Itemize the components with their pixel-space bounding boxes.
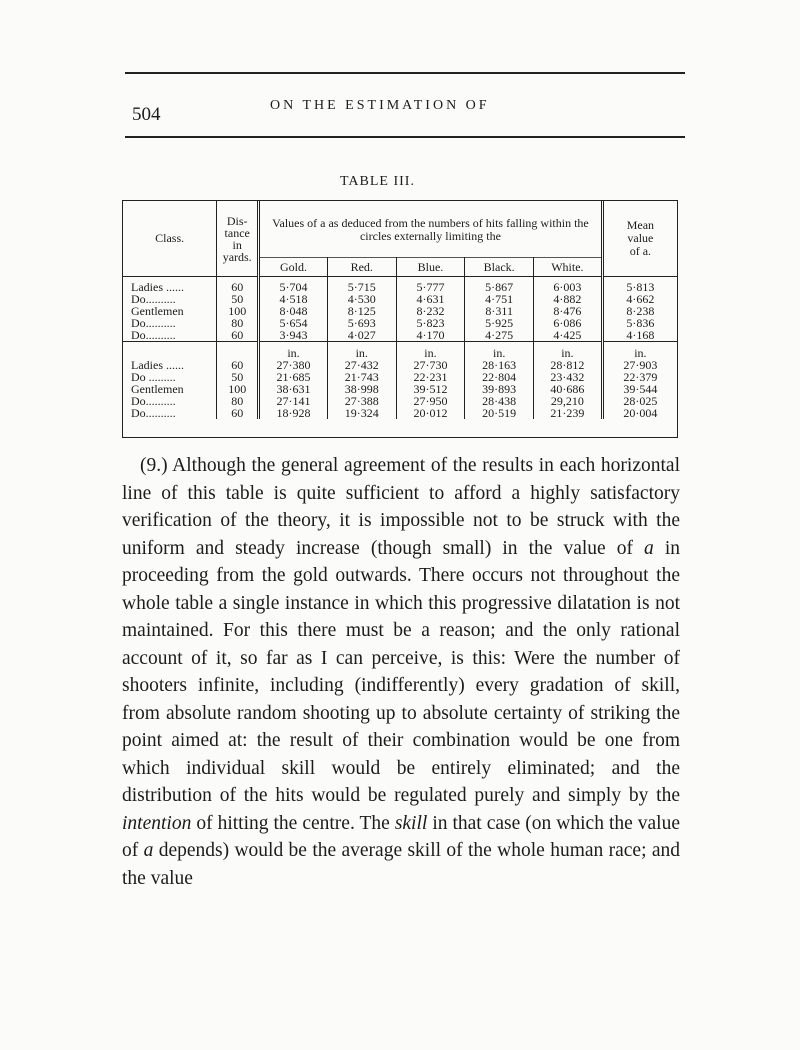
class-cell: Do.......... bbox=[123, 395, 217, 407]
value-cell: 28·163 bbox=[465, 359, 534, 371]
value-cell: 27·730 bbox=[396, 359, 465, 371]
distance-cell: 60 bbox=[217, 359, 259, 371]
value-cell: 18·928 bbox=[259, 407, 328, 419]
table-row bbox=[123, 293, 677, 305]
unit-cell: in. bbox=[396, 346, 465, 359]
class-cell: Gentlemen bbox=[123, 383, 217, 395]
distance-cell: 80 bbox=[217, 395, 259, 407]
value-cell: 21·239 bbox=[534, 407, 603, 419]
table-row bbox=[123, 305, 677, 317]
unit-cell: in. bbox=[327, 346, 396, 359]
value-cell: 22·804 bbox=[465, 371, 534, 383]
value-cell: 8·311 bbox=[465, 305, 534, 317]
value-cell: 8·232 bbox=[396, 305, 465, 317]
value-cell: 21·685 bbox=[259, 371, 328, 383]
mean-cell: 39·544 bbox=[623, 382, 658, 396]
value-cell: 20·012 bbox=[396, 407, 465, 419]
value-cell: 19·324 bbox=[327, 407, 396, 419]
value-cell: 8·476 bbox=[534, 305, 603, 317]
class-cell: Ladies ...... bbox=[123, 359, 217, 371]
distance-cell: 60 bbox=[217, 407, 259, 419]
value-cell: 4·751 bbox=[465, 293, 534, 305]
value-cell: 5·777 bbox=[396, 281, 465, 293]
class-cell: Do ......... bbox=[123, 371, 217, 383]
value-cell: 5·704 bbox=[259, 281, 328, 293]
value-cell: 6·086 bbox=[534, 317, 603, 329]
value-cell: 4·275 bbox=[465, 329, 534, 342]
value-cell: 4·027 bbox=[327, 329, 396, 342]
value-cell: 4·530 bbox=[327, 293, 396, 305]
class-cell: Do.......... bbox=[123, 317, 217, 329]
class-cell: Do.......... bbox=[123, 329, 217, 342]
col-class-header: Class. bbox=[123, 201, 217, 277]
value-cell: 27·141 bbox=[259, 395, 328, 407]
table-row bbox=[123, 371, 677, 383]
class-cell: Do.......... bbox=[123, 293, 217, 305]
page-number: 504 bbox=[132, 104, 161, 125]
value-cell: 5·867 bbox=[465, 281, 534, 293]
units-row bbox=[123, 346, 677, 359]
table-row bbox=[123, 383, 677, 395]
circle-header: Red. bbox=[327, 258, 396, 277]
distance-cell: 100 bbox=[217, 305, 259, 317]
running-head: ON THE ESTIMATION OF bbox=[270, 98, 490, 113]
value-cell: 3·943 bbox=[259, 329, 328, 342]
mean-cell: 4·662 bbox=[626, 292, 655, 306]
table-row bbox=[123, 317, 677, 329]
col-values-header: Values of a as deduced from the numbers of hits falling within the circles externally limiting the bbox=[259, 201, 603, 258]
value-cell: 27·388 bbox=[327, 395, 396, 407]
col-distance-header: Dis- tance in yards. bbox=[217, 201, 259, 277]
value-cell: 38·998 bbox=[327, 383, 396, 395]
unit-cell: in. bbox=[634, 345, 647, 360]
value-cell: 21·743 bbox=[327, 371, 396, 383]
value-cell: 4·170 bbox=[396, 329, 465, 342]
value-cell: 27·432 bbox=[327, 359, 396, 371]
distance-cell: 60 bbox=[217, 329, 259, 342]
value-cell: 5·693 bbox=[327, 317, 396, 329]
value-cell: 39·893 bbox=[465, 383, 534, 395]
distance-cell: 100 bbox=[217, 383, 259, 395]
col-mean-header: Mean value of a. bbox=[626, 218, 655, 258]
class-cell: Gentlemen bbox=[123, 305, 217, 317]
mean-cell: 8·238 bbox=[626, 304, 655, 318]
unit-cell: in. bbox=[259, 346, 328, 359]
class-cell: Ladies ...... bbox=[123, 281, 217, 293]
table-row bbox=[123, 329, 677, 342]
value-cell: 8·048 bbox=[259, 305, 328, 317]
distance-cell: 80 bbox=[217, 317, 259, 329]
value-cell: 5·823 bbox=[396, 317, 465, 329]
circle-header: White. bbox=[534, 258, 603, 277]
value-cell: 5·925 bbox=[465, 317, 534, 329]
table-row bbox=[123, 359, 677, 371]
unit-cell: in. bbox=[465, 346, 534, 359]
mean-cell: 4·168 bbox=[626, 328, 655, 342]
value-cell: 22·231 bbox=[396, 371, 465, 383]
paragraph: (9.) Although the general agreement of the results in each horizontal line of this table is quite sufficient to afford a highly satisfactory verification of the theory, it is impossible not to be struck with the uniform and steady increase (though small) in the value of a in proceeding from the gold outwards. There occurs not throughout the whole table a single instance in which this progressive dilatation is not maintained. For this there must be a reason; and the only rational account of it, so far as I can perceive, is this: Were the number of shooters infinite, including (indifferently) every gradation of skill, from absolute random shooting up to absolute certainty of striking the point aimed at: the result of their combination would be one from which individual skill would be entirely eliminated; and the distribution of the hits would be regulated purely and simply by the intention of hitting the centre. The skill in that case (on which the value of a depends) would be the average skill of the whole human race; and the value bbox=[122, 455, 681, 889]
circle-header: Black. bbox=[465, 258, 534, 277]
value-cell: 27·950 bbox=[396, 395, 465, 407]
value-cell: 4·425 bbox=[534, 329, 603, 342]
header-rule bbox=[125, 136, 685, 138]
value-cell: 40·686 bbox=[534, 383, 603, 395]
value-cell: 20·519 bbox=[465, 407, 534, 419]
distance-cell: 60 bbox=[217, 281, 259, 293]
mean-cell: 5·813 bbox=[626, 280, 655, 294]
value-cell: 4·518 bbox=[259, 293, 328, 305]
distance-cell: 50 bbox=[217, 371, 259, 383]
class-cell: Do.......... bbox=[123, 407, 217, 419]
value-cell: 23·432 bbox=[534, 371, 603, 383]
table-row bbox=[123, 395, 677, 407]
value-cell: 4·882 bbox=[534, 293, 603, 305]
table-row bbox=[123, 281, 677, 293]
value-cell: 28·438 bbox=[465, 395, 534, 407]
mean-cell: 27·903 bbox=[623, 358, 658, 372]
value-cell: 5·715 bbox=[327, 281, 396, 293]
value-cell: 4·631 bbox=[396, 293, 465, 305]
value-cell: 39·512 bbox=[396, 383, 465, 395]
circle-header: Blue. bbox=[396, 258, 465, 277]
circle-header: Gold. bbox=[259, 258, 328, 277]
unit-cell: in. bbox=[534, 346, 603, 359]
value-cell: 29,210 bbox=[534, 395, 603, 407]
mean-cell: 5·836 bbox=[626, 316, 655, 330]
value-cell: 27·380 bbox=[259, 359, 328, 371]
value-cell: 6·003 bbox=[534, 281, 603, 293]
table-row bbox=[123, 407, 677, 419]
value-cell: 38·631 bbox=[259, 383, 328, 395]
value-cell: 28·812 bbox=[534, 359, 603, 371]
mean-cell: 20·004 bbox=[623, 406, 658, 420]
data-table bbox=[122, 200, 678, 438]
value-cell: 5·654 bbox=[259, 317, 328, 329]
table-title: TABLE III. bbox=[340, 174, 415, 189]
distance-cell: 50 bbox=[217, 293, 259, 305]
top-rule bbox=[125, 72, 685, 74]
mean-cell: 28·025 bbox=[623, 394, 658, 408]
mean-cell: 22·379 bbox=[623, 370, 658, 384]
value-cell: 8·125 bbox=[327, 305, 396, 317]
body-text bbox=[122, 452, 680, 892]
